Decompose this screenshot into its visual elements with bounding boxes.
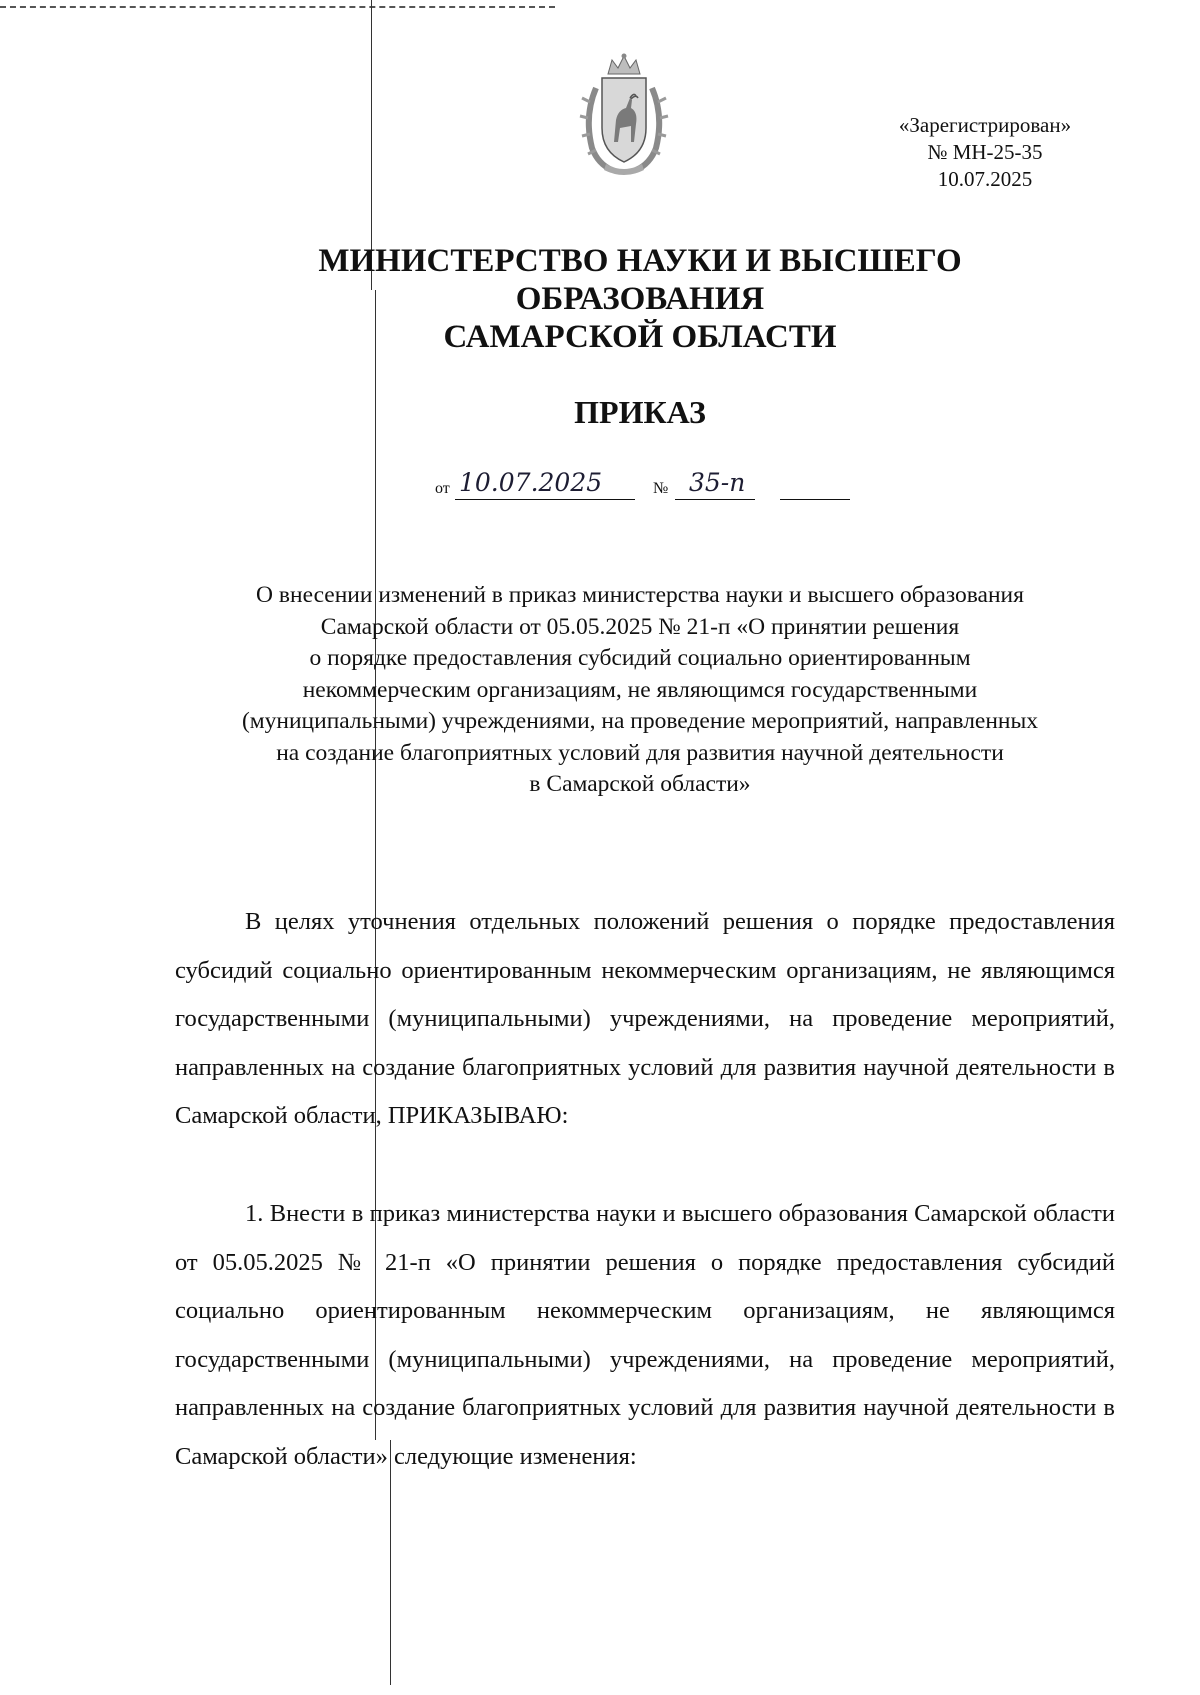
body-paragraph-2: [175, 1190, 1115, 1481]
registration-number: № МН-25-35: [927, 140, 1043, 164]
date-underline: [455, 499, 635, 500]
clause-1-paragraph: 1. Внести в приказ министерства науки и высшего образования Самарской области от 05.05.2025 № 21-п «О принятии решения о порядке предоставления субсидий социально ориентированным некоммерческим организациям, не являющимся государственными (муниципальными) учреждениями, на проведение мероприятий, направленных на создание благоприятных условий для развития научной деятельности в Самарской области» следующие изменения:: [175, 1200, 1115, 1470]
handwritten-order-date: 10.07.2025: [459, 468, 603, 497]
subject-line: О внесении изменений в приказ министерства науки и высшего образования: [256, 582, 1024, 608]
subject-line: (муниципальными) учреждениями, на проведение мероприятий, направленных: [241, 708, 1039, 734]
order-subject: [150, 580, 1130, 801]
order-number-label: №: [653, 480, 669, 497]
ministry-line-1: МИНИСТЕРСТВО НАУКИ И ВЫСШЕГО: [318, 243, 962, 279]
preamble-paragraph: В целях уточнения отдельных положений решения о порядке предоставления субсидий социально ориентированным некоммерческим организациям, не являющимся государственными (муниципальными) учреждениями, на проведение мероприятий, направленных на создание благоприятных условий для развития научной деятельности в Самарской области, ПРИКАЗЫВАЮ:: [175, 908, 1115, 1129]
ministry-line-2: ОБРАЗОВАНИЯ: [515, 281, 765, 317]
subject-line: Самарской области от 05.05.2025 № 21-п «О принятии решения: [320, 613, 960, 640]
registration-label: «Зарегистрирован»: [898, 113, 1072, 137]
subject-line: на создание благоприятных условий для развития научной деятельности: [276, 739, 1004, 766]
ministry-line-3: САМАРСКОЙ ОБЛАСТИ: [443, 319, 837, 355]
trailing-underline: [780, 499, 850, 500]
order-date-number-line: [435, 470, 855, 504]
ministry-name: [150, 242, 1130, 356]
coat-of-arms-icon: [578, 52, 670, 180]
handwritten-order-number: 35-п: [689, 468, 746, 497]
subject-line: о порядке предоставления субсидий социально ориентированным: [309, 645, 971, 671]
scan-artifact-dashed-line: [0, 6, 555, 8]
registration-date: 10.07.2025: [937, 167, 1033, 191]
subject-line: в Самарской области»: [529, 771, 751, 797]
order-from-label: от: [435, 480, 450, 497]
document-type-title: ПРИКАЗ: [574, 394, 706, 430]
number-underline: [675, 499, 755, 500]
subject-line: некоммерческим организациям, не являющимся государственными: [302, 676, 978, 703]
body-paragraph-1: [175, 898, 1115, 1141]
registration-stamp: [860, 112, 1110, 193]
